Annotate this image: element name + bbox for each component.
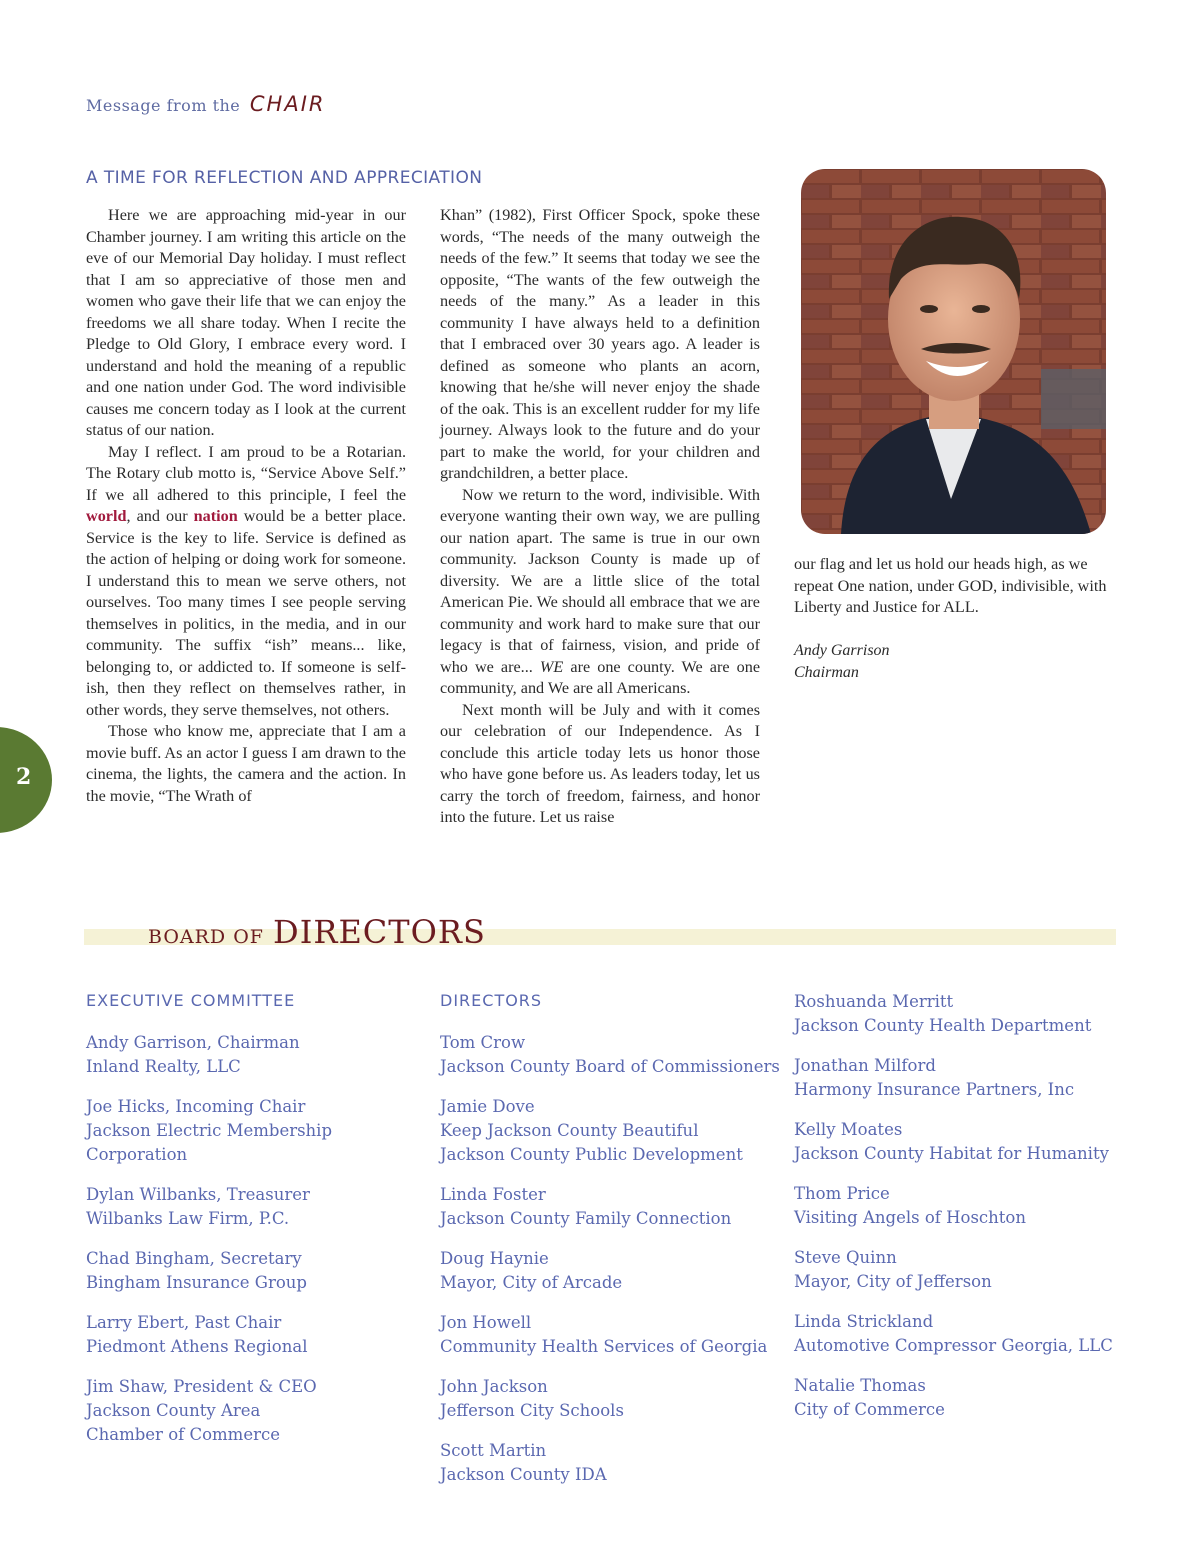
- text: , and our: [126, 507, 188, 525]
- member-affiliation: Community Health Services of Georgia: [440, 1337, 768, 1356]
- kicker-accent: CHAIR: [249, 92, 326, 116]
- member-name: Jim Shaw, President & CEO: [86, 1377, 317, 1396]
- member-affiliation: Piedmont Athens Regional: [86, 1337, 308, 1356]
- board-title-small: BOARD OF: [148, 926, 264, 948]
- board-entry: [794, 1182, 1134, 1230]
- member-name: Scott Martin: [440, 1441, 547, 1460]
- executive-committee-list: [86, 991, 426, 1463]
- board-entry: [794, 1054, 1134, 1102]
- member-name: Kelly Moates: [794, 1120, 903, 1139]
- board-title: [148, 913, 486, 951]
- member-affiliation: Keep Jackson County Beautiful: [440, 1121, 699, 1140]
- text: May I reflect. I am proud to be a Rotarian. The Rotary club motto is, “Service Above Self.” If we all adhered to this principle, I feel the: [86, 442, 406, 504]
- member-affiliation: Jackson County Public Development: [440, 1145, 743, 1164]
- text: Now we return to the word, indivisible. With everyone wanting their own way, we are pulling our nation apart. The same is true in our own community. Jackson County is made up of diversity. We are a little slice of the total American Pie. We should all embrace that we are community and work hard to make sure that our legacy is that of fairness, vision, and pride of who we are...: [440, 485, 760, 676]
- member-affiliation: Bingham Insurance Group: [86, 1273, 307, 1292]
- directors-list: [440, 991, 780, 1503]
- board-entry: [440, 1095, 780, 1167]
- kicker-text: Message from the: [86, 96, 241, 115]
- member-name: Joe Hicks, Incoming Chair: [86, 1097, 306, 1116]
- member-name: Larry Ebert, Past Chair: [86, 1313, 282, 1332]
- member-affiliation: Jackson Electric Membership Corporation: [86, 1121, 333, 1164]
- highlight-world: world: [86, 507, 127, 525]
- paragraph: Those who know me, appreciate that I am a movie buff. As an actor I guess I am drawn to the cinema, the lights, the camera and the action. In the movie, “The Wrath of: [86, 722, 406, 805]
- member-affiliation: Mayor, City of Jefferson: [794, 1272, 992, 1291]
- board-title-big: DIRECTORS: [273, 913, 486, 951]
- board-entry: [440, 1375, 780, 1423]
- section-kicker: [86, 92, 325, 116]
- board-entry: [794, 1246, 1134, 1294]
- member-affiliation: City of Commerce: [794, 1400, 945, 1419]
- director-entries-2: [794, 990, 1134, 1422]
- board-entry: [440, 1311, 780, 1359]
- article-title: A TIME FOR REFLECTION AND APPRECIATION: [86, 168, 483, 188]
- member-affiliation: Visiting Angels of Hoschton: [794, 1208, 1026, 1227]
- member-name: Linda Foster: [440, 1185, 546, 1204]
- chairman-photo: [801, 169, 1106, 534]
- member-name: Andy Garrison, Chairman: [86, 1033, 300, 1052]
- paragraph: [440, 485, 760, 700]
- board-entry: [86, 1247, 426, 1295]
- member-name: John Jackson: [440, 1377, 548, 1396]
- board-entry: [794, 1310, 1134, 1358]
- member-affiliation: Jackson County Area: [86, 1401, 261, 1420]
- signature-title: Chairman: [794, 663, 859, 681]
- board-entry: [440, 1183, 780, 1231]
- member-affiliation: Inland Realty, LLC: [86, 1057, 241, 1076]
- directors-heading: DIRECTORS: [440, 991, 543, 1010]
- text: would be a better place. Service is the key to life. Service is defined as the action of helping or doing work for someone. I understand this to mean we serve others, not ourselves. Too many times I see people serving themselves in politics, in the media, and in our community. The suffix “ish” means... like, belonging to, or addicted to. If someone is self-ish, then they reflect on themselves rather, in other words, they serve themselves, not others.: [86, 507, 407, 719]
- paragraph: [86, 442, 406, 722]
- member-affiliation: Automotive Compressor Georgia, LLC: [794, 1336, 1113, 1355]
- signature-name: Andy Garrison: [794, 642, 890, 659]
- board-entry: [794, 990, 1134, 1038]
- article-column-2: [440, 205, 760, 829]
- board-entry: [440, 1439, 780, 1487]
- directors-list-2: [794, 990, 1134, 1438]
- portrait-image: [801, 169, 1106, 534]
- member-name: Roshuanda Merritt: [794, 992, 954, 1011]
- member-name: Linda Strickland: [794, 1312, 934, 1331]
- paragraph: Here we are approaching mid-year in our Chamber journey. I am writing this article on the eve of our Memorial Day holiday. I must reflect that I am so appreciative of those men and women who gave their life that we can enjoy the freedoms we all share today. When I recite the Pledge to Old Glory, I embrace every word. I understand and hold the meaning of a republic and one nation under God. The word indivisible causes me concern today as I look at the current status of our nation.: [86, 206, 406, 439]
- board-entry: [86, 1095, 426, 1167]
- board-entry: [440, 1247, 780, 1295]
- exec-entries: [86, 1031, 426, 1447]
- member-name: Dylan Wilbanks, Treasurer: [86, 1185, 310, 1204]
- member-affiliation: Mayor, City of Arcade: [440, 1273, 623, 1292]
- member-affiliation: Harmony Insurance Partners, Inc: [794, 1080, 1075, 1099]
- member-affiliation: Jackson County Board of Commissioners: [440, 1057, 780, 1076]
- article-column-3: [794, 554, 1116, 619]
- emphasis-we: WE: [539, 657, 564, 676]
- board-entry: [86, 1311, 426, 1359]
- member-affiliation: Wilbanks Law Firm, P.C.: [86, 1209, 290, 1228]
- member-affiliation: Chamber of Commerce: [86, 1425, 280, 1444]
- article-column-1: [86, 205, 406, 807]
- page-number: 2: [16, 764, 32, 790]
- board-entry: [440, 1031, 780, 1079]
- member-name: Chad Bingham, Secretary: [86, 1249, 302, 1268]
- signature: [794, 640, 890, 683]
- member-name: Jamie Dove: [440, 1097, 535, 1116]
- board-entry: [86, 1375, 426, 1447]
- member-affiliation: Jefferson City Schools: [440, 1401, 624, 1420]
- highlight-nation: nation: [193, 507, 238, 525]
- member-name: Thom Price: [794, 1184, 890, 1203]
- member-name: Doug Haynie: [440, 1249, 549, 1268]
- board-entry: [86, 1183, 426, 1231]
- member-affiliation: Jackson County Family Connection: [440, 1209, 732, 1228]
- paragraph: Khan” (1982), First Officer Spock, spoke these words, “The needs of the many outweigh the needs of the few.” It seems that today we see the opposite, “The wants of the few outweigh the needs of the many.” As a leader in this community I have always held to a definition that I embraced over 30 years ago. A leader is defined as someone who plants an acorn, knowing that he/she will never enjoy the shade of the oak. This is an excellent rudder for my life journey. Always look to the future and do your part to make the world, for your children and grandchildren, a better place.: [440, 206, 760, 482]
- member-name: Jonathan Milford: [794, 1056, 936, 1075]
- member-affiliation: Jackson County Health Department: [794, 1016, 1092, 1035]
- text: are one county. We are one community, and We are all Americans.: [440, 657, 760, 697]
- executive-committee-heading: EXECUTIVE COMMITTEE: [86, 991, 296, 1010]
- member-name: Tom Crow: [440, 1033, 526, 1052]
- member-name: Steve Quinn: [794, 1248, 897, 1267]
- member-affiliation: Jackson County IDA: [440, 1465, 607, 1484]
- member-name: Natalie Thomas: [794, 1376, 926, 1395]
- board-entry: [86, 1031, 426, 1079]
- board-entry: [794, 1118, 1134, 1166]
- paragraph: our flag and let us hold our heads high, as we repeat One nation, under GOD, indivisible, with Liberty and Justice for ALL.: [794, 555, 1107, 616]
- board-entry: [794, 1374, 1134, 1422]
- paragraph: Next month will be July and with it comes our celebration of our Independence. As I conclude this article today lets us honor those who have gone before us. As leaders today, let us carry the torch of freedom, fairness, and honor into the future. Let us raise: [440, 700, 760, 826]
- member-affiliation: Jackson County Habitat for Humanity: [794, 1144, 1109, 1163]
- member-name: Jon Howell: [440, 1313, 532, 1332]
- director-entries: [440, 1031, 780, 1487]
